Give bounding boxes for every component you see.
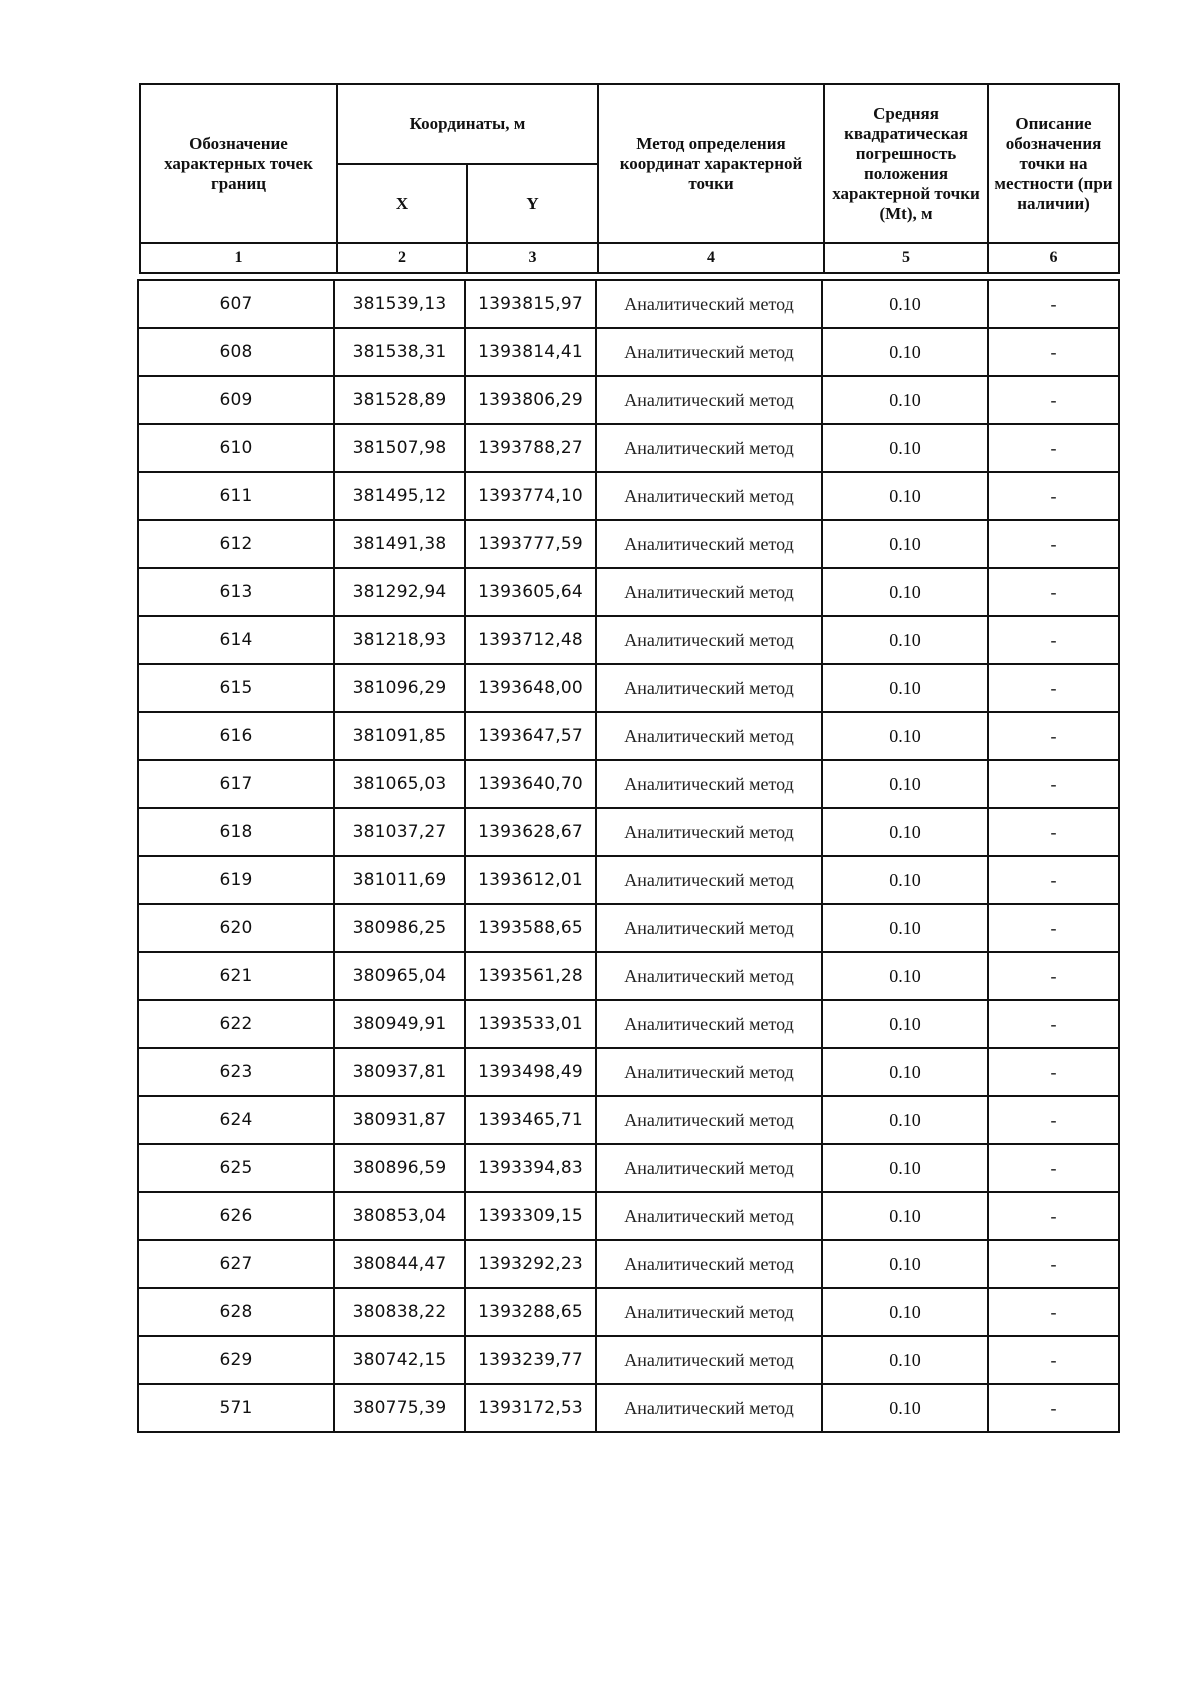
cell-y: 1393647,57 <box>465 712 596 760</box>
cell-error: 0.10 <box>822 280 988 328</box>
cell-method: Аналитический метод <box>596 664 822 712</box>
table-row <box>138 808 1119 856</box>
cell-y: 1393292,23 <box>465 1240 596 1288</box>
cell-x: 380838,22 <box>334 1288 465 1336</box>
cell-point: 625 <box>138 1144 334 1192</box>
cell-error: 0.10 <box>822 1240 988 1288</box>
header-x: X <box>337 164 467 243</box>
cell-error: 0.10 <box>822 1384 988 1432</box>
cell-description: - <box>988 280 1119 328</box>
cell-method: Аналитический метод <box>596 328 822 376</box>
cell-point: 607 <box>138 280 334 328</box>
cell-y: 1393172,53 <box>465 1384 596 1432</box>
table-row <box>138 280 1119 328</box>
table-row <box>138 1192 1119 1240</box>
table-row <box>138 1288 1119 1336</box>
cell-x: 381538,31 <box>334 328 465 376</box>
cell-y: 1393774,10 <box>465 472 596 520</box>
cell-method: Аналитический метод <box>596 376 822 424</box>
cell-point: 610 <box>138 424 334 472</box>
cell-y: 1393815,97 <box>465 280 596 328</box>
cell-error: 0.10 <box>822 568 988 616</box>
cell-error: 0.10 <box>822 472 988 520</box>
cell-y: 1393533,01 <box>465 1000 596 1048</box>
cell-point: 612 <box>138 520 334 568</box>
cell-method: Аналитический метод <box>596 280 822 328</box>
cell-point: 623 <box>138 1048 334 1096</box>
cell-x: 381065,03 <box>334 760 465 808</box>
cell-point: 614 <box>138 616 334 664</box>
cell-x: 380853,04 <box>334 1192 465 1240</box>
cell-description: - <box>988 376 1119 424</box>
cell-description: - <box>988 1288 1119 1336</box>
cell-point: 626 <box>138 1192 334 1240</box>
cell-x: 380775,39 <box>334 1384 465 1432</box>
header-description: Описание обозначения точки на местности (при наличии) <box>988 84 1119 243</box>
cell-y: 1393612,01 <box>465 856 596 904</box>
cell-y: 1393288,65 <box>465 1288 596 1336</box>
cell-method: Аналитический метод <box>596 568 822 616</box>
cell-error: 0.10 <box>822 1288 988 1336</box>
cell-y: 1393465,71 <box>465 1096 596 1144</box>
cell-description: - <box>988 808 1119 856</box>
cell-x: 380986,25 <box>334 904 465 952</box>
cell-description: - <box>988 952 1119 1000</box>
table-row <box>138 1096 1119 1144</box>
cell-description: - <box>988 664 1119 712</box>
cell-x: 381011,69 <box>334 856 465 904</box>
cell-error: 0.10 <box>822 616 988 664</box>
header-number-4: 4 <box>598 243 824 273</box>
cell-error: 0.10 <box>822 376 988 424</box>
cell-x: 380937,81 <box>334 1048 465 1096</box>
cell-error: 0.10 <box>822 1000 988 1048</box>
cell-method: Аналитический метод <box>596 856 822 904</box>
cell-point: 621 <box>138 952 334 1000</box>
cell-method: Аналитический метод <box>596 808 822 856</box>
cell-point: 615 <box>138 664 334 712</box>
table-row <box>138 472 1119 520</box>
cell-error: 0.10 <box>822 520 988 568</box>
cell-x: 380896,59 <box>334 1144 465 1192</box>
table-row <box>138 904 1119 952</box>
cell-error: 0.10 <box>822 952 988 1000</box>
cell-description: - <box>988 712 1119 760</box>
cell-method: Аналитический метод <box>596 1192 822 1240</box>
cell-point: 617 <box>138 760 334 808</box>
cell-error: 0.10 <box>822 328 988 376</box>
cell-y: 1393628,67 <box>465 808 596 856</box>
cell-x: 381091,85 <box>334 712 465 760</box>
cell-description: - <box>988 760 1119 808</box>
table-row <box>138 376 1119 424</box>
table-row <box>138 856 1119 904</box>
cell-point: 611 <box>138 472 334 520</box>
cell-error: 0.10 <box>822 712 988 760</box>
header-number-6: 6 <box>988 243 1119 273</box>
cell-x: 381491,38 <box>334 520 465 568</box>
cell-method: Аналитический метод <box>596 1384 822 1432</box>
cell-description: - <box>988 1240 1119 1288</box>
cell-method: Аналитический метод <box>596 952 822 1000</box>
cell-y: 1393712,48 <box>465 616 596 664</box>
table-row <box>138 1384 1119 1432</box>
cell-method: Аналитический метод <box>596 1000 822 1048</box>
cell-point: 624 <box>138 1096 334 1144</box>
table-row <box>138 1048 1119 1096</box>
table-row <box>138 328 1119 376</box>
header-number-3: 3 <box>467 243 598 273</box>
cell-point: 627 <box>138 1240 334 1288</box>
cell-point: 620 <box>138 904 334 952</box>
header-y: Y <box>467 164 598 243</box>
cell-method: Аналитический метод <box>596 1048 822 1096</box>
cell-x: 381539,13 <box>334 280 465 328</box>
cell-error: 0.10 <box>822 808 988 856</box>
cell-description: - <box>988 904 1119 952</box>
cell-x: 380949,91 <box>334 1000 465 1048</box>
cell-error: 0.10 <box>822 1048 988 1096</box>
cell-point: 622 <box>138 1000 334 1048</box>
table-row <box>138 712 1119 760</box>
cell-error: 0.10 <box>822 1096 988 1144</box>
cell-x: 380844,47 <box>334 1240 465 1288</box>
header-number-2: 2 <box>337 243 467 273</box>
cell-description: - <box>988 1336 1119 1384</box>
cell-x: 381218,93 <box>334 616 465 664</box>
cell-y: 1393640,70 <box>465 760 596 808</box>
cell-y: 1393561,28 <box>465 952 596 1000</box>
cell-point: 629 <box>138 1336 334 1384</box>
cell-description: - <box>988 1384 1119 1432</box>
cell-y: 1393777,59 <box>465 520 596 568</box>
cell-x: 381528,89 <box>334 376 465 424</box>
cell-method: Аналитический метод <box>596 904 822 952</box>
cell-description: - <box>988 616 1119 664</box>
table-row <box>138 520 1119 568</box>
cell-description: - <box>988 856 1119 904</box>
table-row <box>138 664 1119 712</box>
header-method: Метод определения координат характерной точки <box>598 84 824 243</box>
cell-y: 1393588,65 <box>465 904 596 952</box>
cell-y: 1393239,77 <box>465 1336 596 1384</box>
cell-description: - <box>988 424 1119 472</box>
cell-point: 618 <box>138 808 334 856</box>
cell-y: 1393309,15 <box>465 1192 596 1240</box>
cell-method: Аналитический метод <box>596 1288 822 1336</box>
cell-method: Аналитический метод <box>596 520 822 568</box>
cell-y: 1393394,83 <box>465 1144 596 1192</box>
cell-method: Аналитический метод <box>596 616 822 664</box>
cell-method: Аналитический метод <box>596 1096 822 1144</box>
cell-method: Аналитический метод <box>596 1144 822 1192</box>
header-number-1: 1 <box>140 243 337 273</box>
header-point-designation: Обозначение характерных точек границ <box>140 84 337 243</box>
cell-error: 0.10 <box>822 1192 988 1240</box>
cell-x: 381507,98 <box>334 424 465 472</box>
cell-error: 0.10 <box>822 760 988 808</box>
header-error: Средняя квадратическая погрешность положения характерной точки (Mt), м <box>824 84 988 243</box>
cell-error: 0.10 <box>822 1144 988 1192</box>
cell-x: 381037,27 <box>334 808 465 856</box>
cell-x: 381292,94 <box>334 568 465 616</box>
cell-point: 613 <box>138 568 334 616</box>
cell-description: - <box>988 472 1119 520</box>
cell-x: 380965,04 <box>334 952 465 1000</box>
table-row <box>138 424 1119 472</box>
cell-method: Аналитический метод <box>596 472 822 520</box>
table-header <box>139 83 1120 274</box>
cell-point: 608 <box>138 328 334 376</box>
cell-y: 1393648,00 <box>465 664 596 712</box>
cell-y: 1393814,41 <box>465 328 596 376</box>
cell-description: - <box>988 1048 1119 1096</box>
cell-y: 1393498,49 <box>465 1048 596 1096</box>
table-row <box>138 1336 1119 1384</box>
table-row <box>138 1240 1119 1288</box>
cell-y: 1393788,27 <box>465 424 596 472</box>
cell-description: - <box>988 520 1119 568</box>
table-row <box>138 760 1119 808</box>
cell-error: 0.10 <box>822 904 988 952</box>
table-row <box>138 1000 1119 1048</box>
cell-x: 380931,87 <box>334 1096 465 1144</box>
cell-point: 609 <box>138 376 334 424</box>
cell-description: - <box>988 328 1119 376</box>
cell-description: - <box>988 568 1119 616</box>
cell-x: 380742,15 <box>334 1336 465 1384</box>
header-number-5: 5 <box>824 243 988 273</box>
cell-error: 0.10 <box>822 664 988 712</box>
cell-error: 0.10 <box>822 424 988 472</box>
cell-point: 628 <box>138 1288 334 1336</box>
cell-x: 381096,29 <box>334 664 465 712</box>
cell-x: 381495,12 <box>334 472 465 520</box>
table-row <box>138 568 1119 616</box>
cell-method: Аналитический метод <box>596 1336 822 1384</box>
cell-point: 619 <box>138 856 334 904</box>
cell-method: Аналитический метод <box>596 1240 822 1288</box>
table-row <box>138 952 1119 1000</box>
table-row <box>138 616 1119 664</box>
cell-description: - <box>988 1192 1119 1240</box>
cell-method: Аналитический метод <box>596 712 822 760</box>
cell-point: 571 <box>138 1384 334 1432</box>
cell-description: - <box>988 1144 1119 1192</box>
cell-method: Аналитический метод <box>596 424 822 472</box>
cell-method: Аналитический метод <box>596 760 822 808</box>
cell-y: 1393806,29 <box>465 376 596 424</box>
cell-description: - <box>988 1096 1119 1144</box>
cell-error: 0.10 <box>822 856 988 904</box>
cell-point: 616 <box>138 712 334 760</box>
table-row <box>138 1144 1119 1192</box>
cell-y: 1393605,64 <box>465 568 596 616</box>
header-coordinates: Координаты, м <box>337 84 598 164</box>
cell-description: - <box>988 1000 1119 1048</box>
cell-error: 0.10 <box>822 1336 988 1384</box>
coordinates-table <box>137 279 1120 1433</box>
